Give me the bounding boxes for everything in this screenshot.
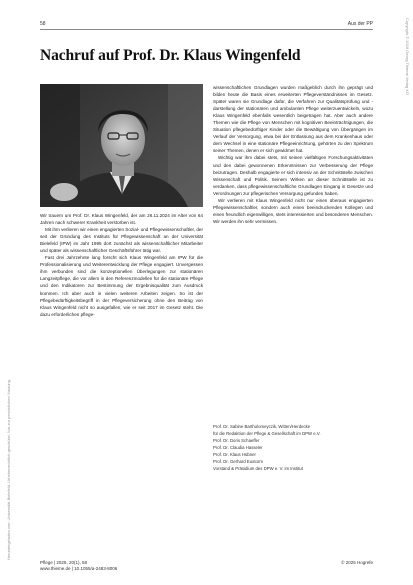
page-number: 58 bbox=[40, 21, 46, 27]
article-title: Nachruf auf Prof. Dr. Klaus Wingenfeld bbox=[40, 47, 301, 64]
signature-line: Prof. Dr. Gerhard Eustorm bbox=[213, 459, 263, 465]
signature-block bbox=[213, 423, 373, 472]
journal-running-head: Aus der PP bbox=[347, 21, 373, 27]
download-side-note bbox=[4, 20, 11, 560]
left-column bbox=[40, 212, 203, 318]
download-side-note-text: Heruntergeladen von: Universität Bielefeld. Urheberrechtlich geschützt. Nur zur persönlichen Nutzung. bbox=[6, 379, 11, 560]
right-column-paragraph: Wir verlieren mit Klaus Wingenfeld nicht nur einen überaus engagierten Pflegewissenschaftler, sondern auch einen beeindruckenden Kollegen und einen freundlich eigenwilligen, stets interessierten und besonderen Menschen. Wir werden ihn sehr vermissen. bbox=[213, 197, 373, 224]
signature-line: für die Redaktion der Pflege & Gesellschaft im DPW e.V. bbox=[213, 431, 321, 437]
footer-citation-line-1: Pflege | 2025, 20(1), 58 bbox=[40, 560, 87, 565]
signature-line: Prof. Dr. Doris Schaeffer bbox=[213, 438, 260, 444]
signature-line: Vorstand & Präsidium des DPW e. V. im Institut bbox=[213, 466, 303, 472]
header-rule bbox=[40, 29, 373, 30]
copyright-side-note-text: Copyright © 2018 Georg Thieme Verlag KG bbox=[405, 18, 410, 96]
footer-citation bbox=[40, 560, 117, 572]
left-column-paragraph: Fast drei Jahrzehnte lang forscht sich Klaus Wingenfeld am IPW für die Professionalisierung und Weiterentwicklung der Pflege engagiert. Unvergessen ihm verbunden sind die konzeptionellen Überlegungen zur stationären Langzeitpflege, die vor allem in den Referenzmodellen für die stationäre Pflege und den Indikatoren zur Bestimmung der Ergebnisqualität zum Ausdruck kommen. Ich aber auch in vielen weiteren Arbeiten zeigen. So ist der Pflegebedürftigkeitsbegriff in der Pflegeversicherung ohne den Beitrag von Klaus Wingenfeld nicht so ausgefallen, wie er seit 2017 im Gesetz steht. Die dazu erforderlichen pflege- bbox=[40, 255, 203, 317]
right-column-paragraph: Wichtig war ihm dabei stets, mit seinen vielfältigen Forschungsaktivitäten und den dabei gewonnenen Erkenntnissen zur Verbesserung der Pflege beizutragen. Deshalb engagierte er sich intensiv an der Schnittstelle zwischen Wissenschaft und Politik. Seinem Wirken an dieser Schnittstelle ist zu verdanken, dass pflegewissenschaftliche Grundlagen Eingang in Gesetze und Verordnungen zur pflegerischen Versorgung gefunden haben. bbox=[213, 155, 373, 196]
copyright-side-note bbox=[403, 18, 410, 378]
left-column-paragraph: Mit ihm verlieren wir einen engagierten Sozial- und Pflegewissenschaftler, der seit der Gründung des Instituts für Pflegewissenschaft an der Universität Bielefeld (IPW) im Jahr 1995 dort zunächst als wissenschaftlicher Mitarbeiter und später als wissenschaftlicher Geschäftsführer tätig war. bbox=[40, 227, 203, 254]
signature-line: Prof. Dr. Klaus Hübner bbox=[213, 452, 256, 458]
footer-citation-line-2: www.thieme.de | 10.1055/a-2483-8006 bbox=[40, 566, 118, 571]
left-column-paragraph: Wir trauern um Prof. Dr. Klaus Wingenfeld, der am 26.11.2024 im Alter von 64 Jahren nach schwerer Krankheit verstorben ist. bbox=[40, 213, 203, 226]
portrait-photo-icon bbox=[40, 84, 203, 207]
right-column bbox=[213, 84, 373, 225]
signature-line: Prof. Dr. Claudia Hasseler bbox=[213, 445, 263, 451]
right-column-paragraph: wissenschaftlichen Grundlagen wurden maßgeblich durch ihn geprägt und bilden heute die Basis eines erweiterten Pflegeverständnisses im Gesetz. Später waren sie Grundlage dafür, die Verfahren zur Qualitätsprüfung und -darstellung der stationären und ambulanten Pflege weiterzuentwickeln, wozu Klaus Wingenfeld ebenfalls wesentlich beigetragen hat. Aber auch andere Themen wie die Pflege von Menschen mit kognitiven Beeinträchtigungen, die Situation pflegebedürftiger Kinder oder die Bewältigung von Übergängen im Verlauf der Versorgung, etwa bei der Entlassung aus dem Krankenhaus oder dem Wechsel in eine stationäre Pflegeeinrichtung, gehörten zu den Spektrum seiner Themen, denen er sich gewidmet hat. bbox=[213, 85, 373, 154]
signature-line: Prof. Dr. Sabine Bartholomeyczik, Witten/Herdecke bbox=[213, 424, 311, 429]
footer-publisher: © 2025 Hogrefe bbox=[341, 560, 373, 565]
portrait-photo bbox=[40, 84, 203, 207]
